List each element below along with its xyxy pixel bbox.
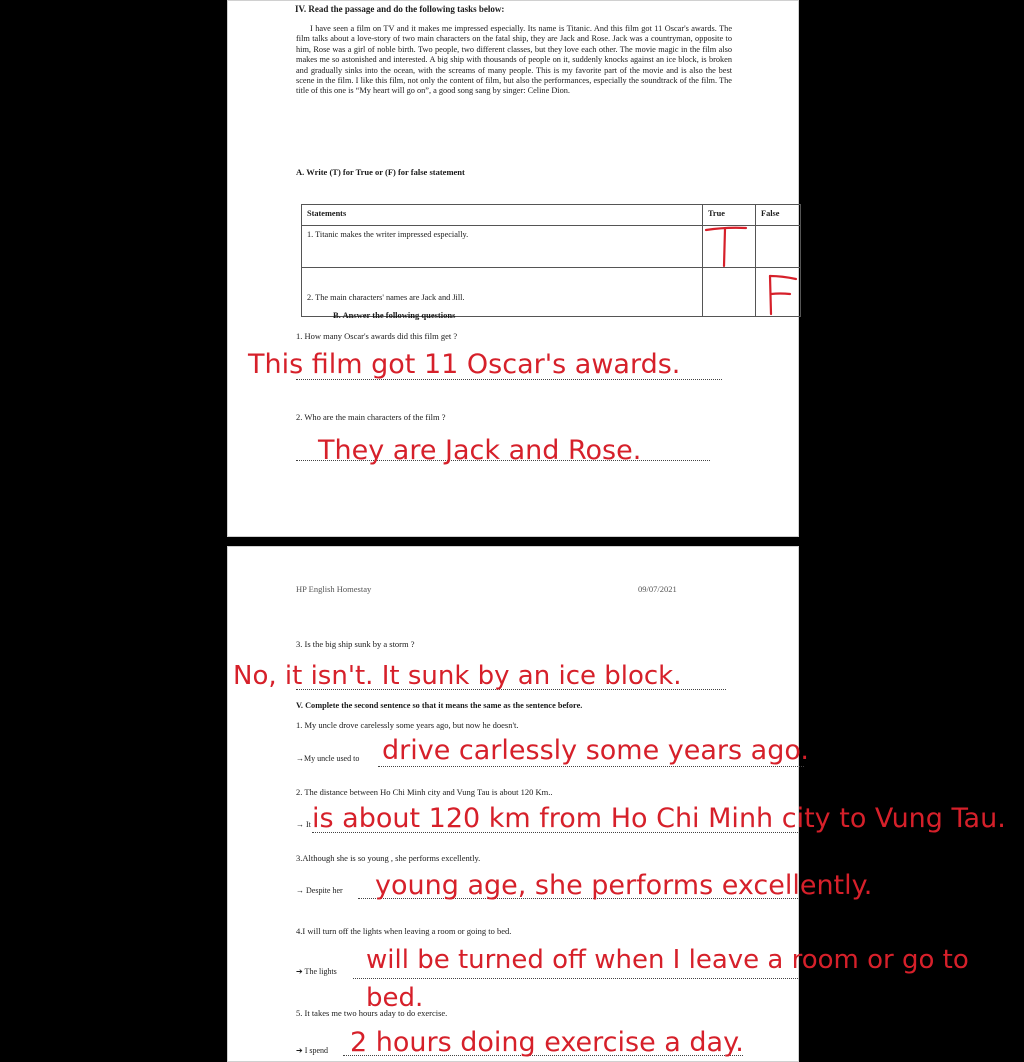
prompt-1: →My uncle used to: [296, 754, 360, 763]
answer-1-text: This film got 11 Oscar's awards.: [248, 349, 681, 380]
answer-2-text: They are Jack and Rose.: [318, 435, 642, 466]
sentence-5: 5. It takes me two hours aday to do exercise.: [296, 1008, 448, 1018]
answer-line-4: [378, 766, 804, 767]
question-3: 3. Is the big ship sunk by a storm ?: [296, 639, 415, 649]
answer-3-text: No, it isn't. It sunk by an ice block.: [233, 661, 682, 691]
answer-v3-text: young age, she performs excellently.: [375, 870, 873, 901]
table-header-false: False: [756, 205, 801, 226]
answer-v4-text: will be turned off when I leave a room or go to: [366, 945, 969, 975]
answer-v5-text: 2 hours doing exercise a day.: [350, 1027, 744, 1058]
handwritten-f-mark: [762, 270, 802, 318]
part-a-heading: A. Write (T) for True or (F) for false statement: [296, 167, 465, 177]
statement-1: 1. Titanic makes the writer impressed especially.: [302, 226, 703, 268]
reading-passage: I have seen a film on TV and it makes me impressed especially. Its name is Titanic. And this film got 11 Oscar's awards. The film talks about a love-story of two main characters on the fatal ship, they are Jack and Rose. Jack was a countryman, opposite to him, Rose was a girl of noble birth. Two people, two different classes, but they love each other. The movie magic in the film also makes me so astonished and interested. A big ship with thousands of people on it, suddenly knocks against an ice block, is broken and gradually sinks into the ocean, with the screams of many people. This is my favorite part of the movie and is also the best scene in the film. I like this film, not only the content of film, but also the performances, especially the soundtrack of the film. The title of this one is “My heart will go on”, a good song sang by singer: Celine Dion.: [296, 24, 732, 96]
part-b-heading: B. Answer the following questions: [333, 310, 456, 320]
sentence-1: 1. My uncle drove carelessly some years ago, but now he doesn't.: [296, 720, 519, 730]
true-cell-2: [703, 268, 756, 317]
false-cell-1: [756, 226, 801, 268]
header-left: HP English Homestay: [296, 584, 372, 594]
prompt-5: ➔ I spend: [296, 1046, 329, 1055]
answer-v2-text: is about 120 km from Ho Chi Minh city to Vung Tau.: [312, 803, 1006, 834]
prompt-2: → It: [296, 820, 311, 829]
question-2: 2. Who are the main characters of the film ?: [296, 412, 446, 422]
handwritten-t-mark: [700, 222, 752, 270]
header-date: 09/07/2021: [638, 584, 677, 594]
sentence-3: 3.Although she is so young , she performs excellently.: [296, 853, 481, 863]
sentence-4: 4.I will turn off the lights when leaving a room or going to bed.: [296, 926, 512, 936]
table-header-statements: Statements: [302, 205, 703, 226]
answer-line-7: [353, 978, 798, 979]
section-iv-heading: IV. Read the passage and do the following tasks below:: [295, 4, 505, 14]
question-1: 1. How many Oscar's awards did this film get ?: [296, 331, 458, 341]
prompt-4: ➔ The lights: [296, 967, 337, 976]
answer-v4-continued: bed.: [366, 983, 424, 1013]
table-header-true: True: [703, 205, 756, 226]
section-v-heading: V. Complete the second sentence so that it means the same as the sentence before.: [296, 701, 583, 710]
statement-2: 2. The main characters' names are Jack and Jill.: [302, 268, 703, 317]
sentence-2: 2. The distance between Ho Chi Minh city and Vung Tau is about 120 Km..: [296, 787, 553, 797]
prompt-3: → Despite her: [296, 886, 343, 895]
answer-v1-text: drive carlessly some years ago.: [382, 735, 809, 766]
